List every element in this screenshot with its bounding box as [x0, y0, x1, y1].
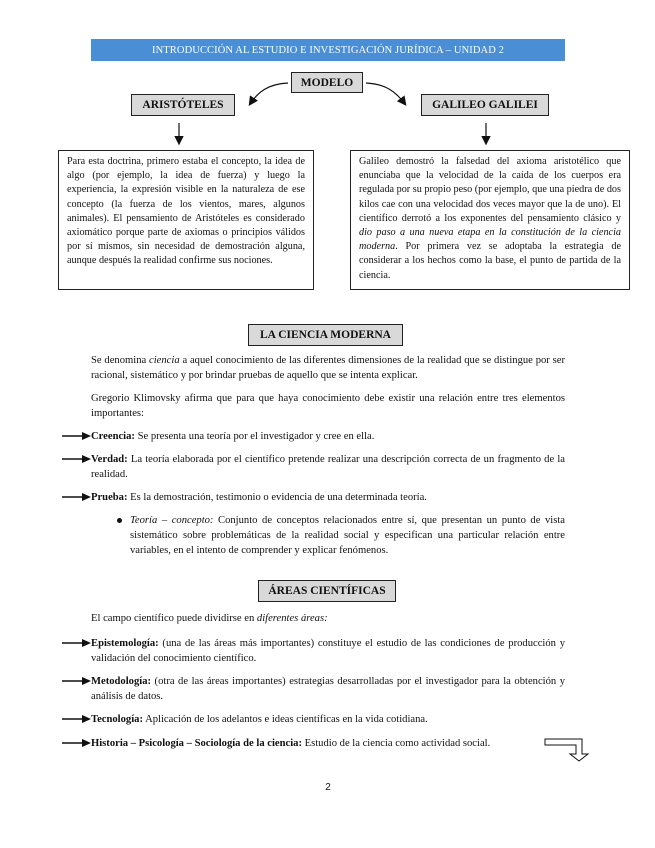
aristoteles-text-box [58, 150, 314, 290]
galileo-text-box [350, 150, 630, 290]
page-number-text: 2 [325, 782, 331, 793]
epistemologia-text: (una de las áreas más importantes) constituye el estudio de las condiciones de producción y validación del conocimiento científico. [91, 638, 565, 664]
areas-intro-em: diferentes áreas: [256, 613, 328, 624]
arrow-icon [62, 638, 92, 648]
list-item-historia [91, 736, 543, 751]
aristoteles-text: Para esta doctrina, primero estaba el concepto, la idea de algo (por ejemplo, la idea de fuerza) y luego la experiencia, la expresión visible en la naturaleza de ese concepto (la fuerza de los vientos, mares, algunos animales). El pensamiento de Aristóteles es considerado axiomático porque parte de axiomas o principios válidos por sí mismos, sin necesidad de demostración alguna, aunque después la realidad confirme sus nociones. [67, 156, 305, 267]
ciencia-p1-em: ciencia [149, 355, 180, 366]
verdad-term: Verdad: [91, 454, 128, 465]
list-item-creencia [91, 429, 565, 444]
creencia-term: Creencia: [91, 431, 135, 442]
ciencia-heading-box [248, 324, 403, 346]
areas-intro-a: El campo científico puede dividirse en [91, 613, 257, 624]
prueba-text: Es la demostración, testimonio o evidencia de una determinada teoría. [127, 492, 427, 503]
curved-arrow-left [250, 83, 288, 104]
galileo-text-em: dio paso a una nueva etapa en la constitución de la ciencia moderna [359, 227, 621, 253]
arrow-icon [62, 492, 92, 502]
arrow-icon [62, 714, 92, 724]
list-item-tecnologia [91, 712, 565, 727]
arrow-icon [62, 454, 92, 464]
metodologia-text: (otra de las áreas importantes) estrategias desarrolladas por el investigador para la obtención y análisis de datos. [91, 676, 565, 702]
creencia-text: Se presenta una teoría por el investigador y cree en ella. [134, 431, 375, 442]
arrow-icon [62, 676, 92, 686]
page-turn-icon [545, 739, 588, 761]
epistemologia-term: Epistemología: [91, 638, 159, 649]
arrow-icon [62, 738, 92, 748]
list-item-prueba [91, 490, 565, 505]
prueba-term: Prueba: [91, 492, 128, 503]
tecnologia-text: Aplicación de los adelantos e ideas científicas en la vida cotidiana. [143, 714, 428, 725]
ciencia-p1-a: Se denomina [91, 355, 150, 366]
areas-heading: ÁREAS CIENTÍFICAS [268, 585, 386, 597]
historia-term: Historia – Psicología – Sociología de la ciencia: [91, 738, 302, 749]
ciencia-p1-b: a aquel conocimiento de las diferentes dimensiones de la realidad que se distingue por ser racional, sistemático y por brindar pruebas de aquello que se intenta explicar. [91, 355, 565, 381]
ciencia-p2: Gregorio Klimovsky afirma que para que haya conocimiento debe existir una relación entre tres elementos importantes: [91, 393, 565, 419]
tecnologia-term: Tecnología: [91, 714, 143, 725]
list-item-metodologia [91, 674, 565, 704]
teoria-concepto-term: Teoría – concepto: [130, 515, 214, 526]
arrow-icon [62, 431, 92, 441]
bullet-dot [117, 518, 122, 523]
teoria-concepto-text: Conjunto de conceptos relacionados entre sí, que presentan un punto de vista sistemático sobre problemáticas de la realidad social y especifican una particular relación entre variables, en el intento de comprender y explicar fenómenos. [130, 515, 565, 556]
curved-arrow-right [366, 83, 405, 104]
areas-intro [91, 611, 565, 626]
modelo-label: MODELO [300, 76, 354, 89]
metodologia-term: Metodología: [91, 676, 152, 687]
page-number [318, 782, 338, 793]
ciencia-paragraph-2 [91, 391, 565, 421]
verdad-text: La teoría elaborada por el científico pretende realizar una descripción correcta de un fragmento de la realidad. [91, 454, 565, 480]
bullet-teoria-concepto [130, 513, 565, 558]
galileo-label: GALILEO GALILEI [432, 99, 538, 111]
galileo-text-1: Galileo demostró la falsedad del axioma aristotélico que enunciaba que la velocidad de la caída de los cuerpos era regulada por su propio peso (por ejemplo, que una piedra de dos kilos cae con una velocidad dos veces mayor que la de uno). El científico derrotó a los exponentes del pensamiento clásico y [359, 156, 621, 224]
aristoteles-label: ARISTÓTELES [142, 99, 224, 111]
areas-heading-box [258, 580, 396, 602]
historia-text: Estudio de la ciencia como actividad social. [301, 738, 491, 749]
ciencia-heading: LA CIENCIA MODERNA [260, 329, 391, 341]
header-title: INTRODUCCIÓN AL ESTUDIO E INVESTIGACIÓN JURÍDICA – UNIDAD 2 [152, 44, 504, 56]
list-item-epistemologia [91, 636, 565, 666]
ciencia-paragraph-1 [91, 353, 565, 383]
galileo-text-2: . Por primera vez se adoptaba la estrategia de considerar a los hechos como la base, el punto de partida de la ciencia. [359, 241, 621, 281]
list-item-verdad [91, 452, 565, 482]
